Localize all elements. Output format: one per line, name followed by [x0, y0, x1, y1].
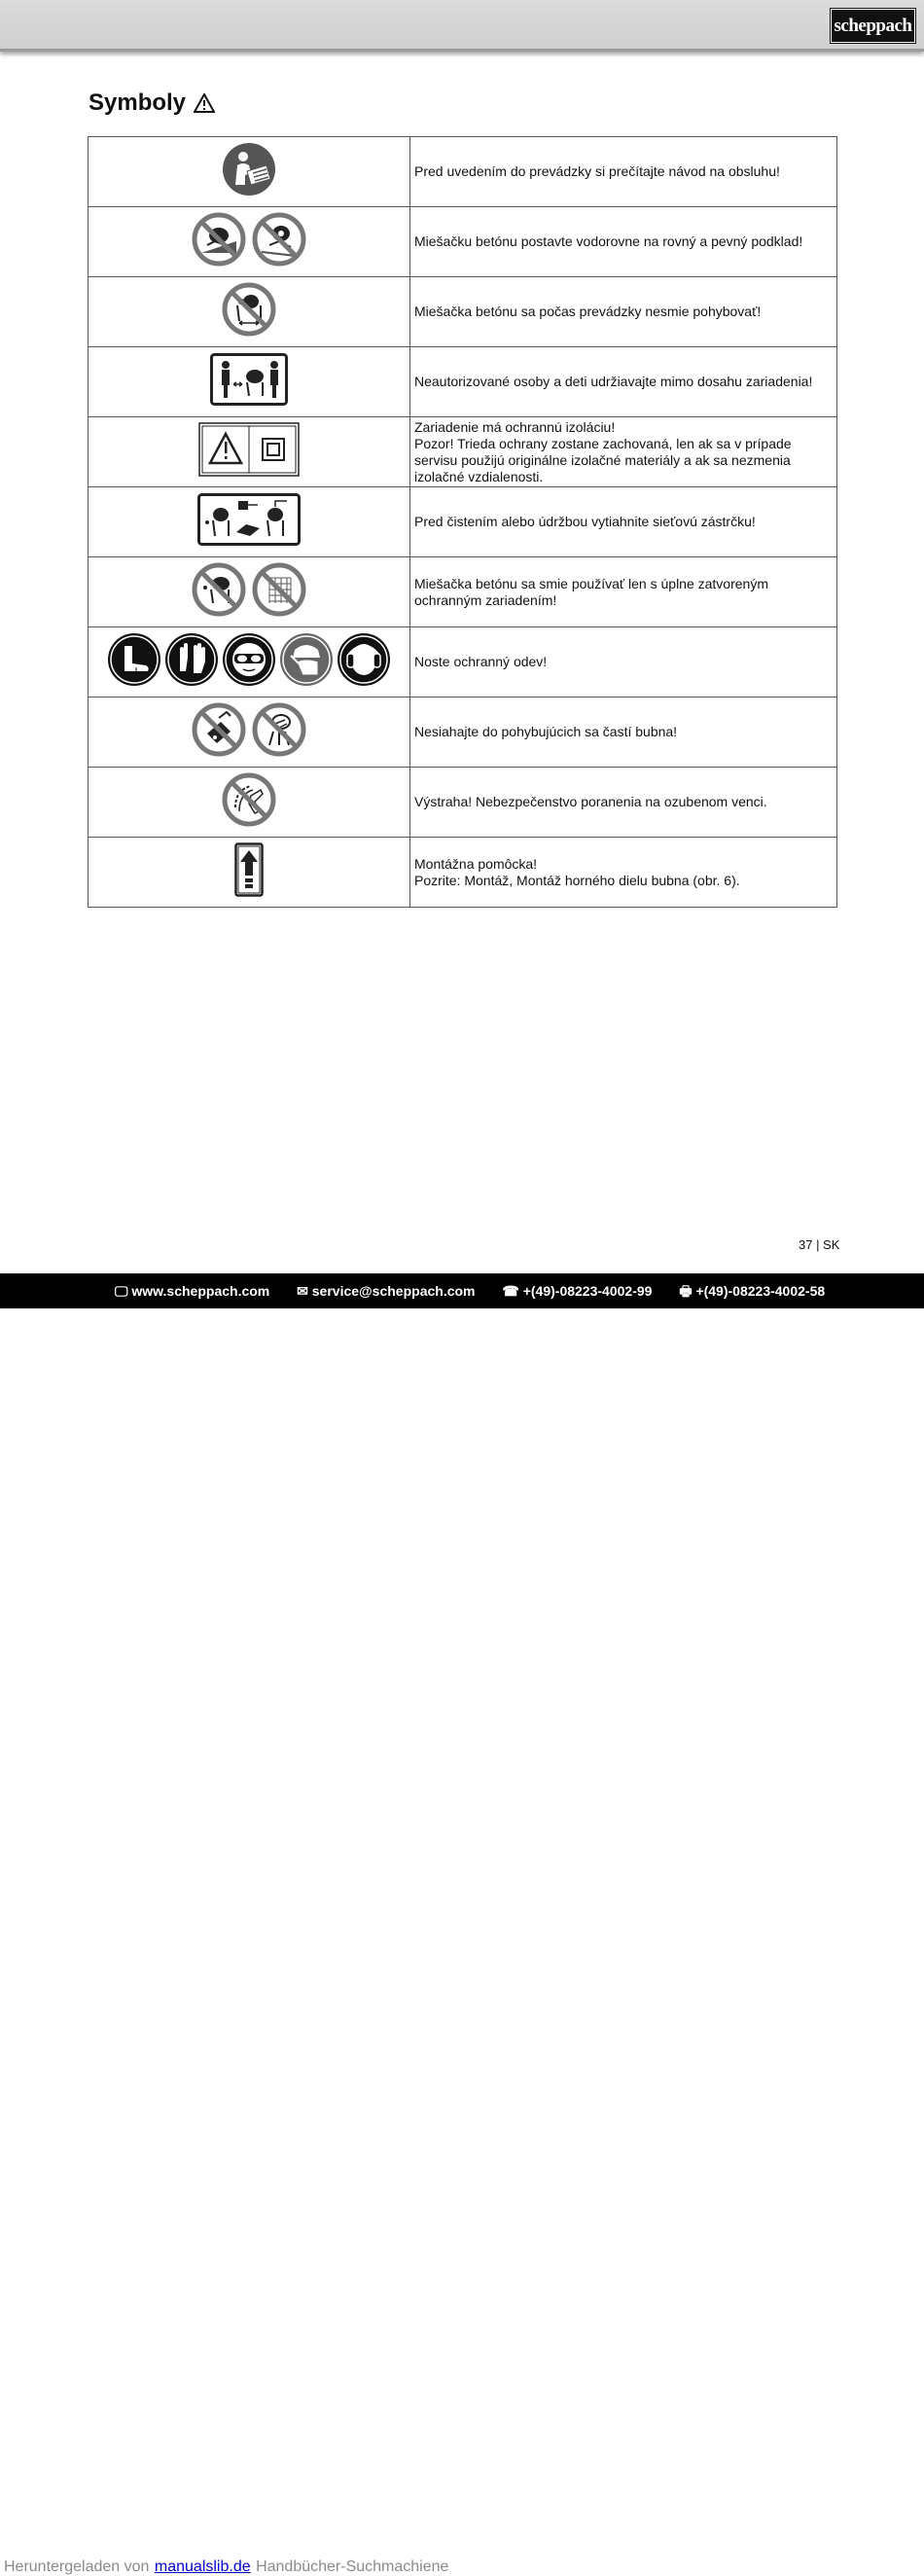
- read-manual-icon: [222, 142, 276, 197]
- manualslib-link[interactable]: manualslib.de: [154, 2558, 251, 2575]
- description-line: Miešačka betónu sa smie používať len s úplne zatvoreným ochranným zariadením!: [414, 575, 768, 608]
- symbol-cell: [89, 768, 410, 838]
- symbol-description: Pred uvedením do prevádzky si prečítajte návod na obsluhu!: [410, 137, 837, 207]
- symbol-description: Noste ochranný odev!: [410, 627, 837, 698]
- symbol-description: Výstraha! Nebezpečenstvo poranenia na ozubenom venci.: [410, 768, 837, 838]
- table-row: [89, 277, 837, 347]
- page-title-text: Symboly: [89, 89, 187, 116]
- table-row: [89, 487, 837, 557]
- symbol-cell: [89, 417, 410, 487]
- table-row: [89, 207, 837, 277]
- no-tilted-mixer-icon: [252, 212, 306, 267]
- ear-protection-icon: [337, 632, 391, 687]
- table-row: [89, 347, 837, 417]
- footer-bar: [0, 1273, 924, 2575]
- table-row: [89, 768, 837, 838]
- table-row: [89, 417, 837, 487]
- dust-mask-icon: [279, 632, 334, 687]
- no-slope-mixer-icon: [192, 212, 246, 267]
- table-row: [89, 627, 837, 698]
- table-row: [89, 838, 837, 908]
- no-reach-moving-icon: [252, 702, 306, 757]
- symbol-cell: [89, 557, 410, 627]
- symbol-cell: [89, 838, 410, 908]
- keep-distance-icon: [210, 353, 288, 406]
- goggles-icon: [222, 632, 276, 687]
- footer-phone: ☎ +(49)-08223-4002-99: [502, 1283, 653, 1299]
- page-title: [89, 89, 215, 117]
- footer-fax: 🖶 +(49)-08223-4002-58: [679, 1283, 826, 1299]
- footer-website[interactable]: 🖵 www.scheppach.com: [115, 1283, 270, 1299]
- symbol-description: [410, 557, 837, 627]
- watermark-suffix: Handbücher-Suchmachiene: [256, 2558, 449, 2575]
- safety-boots-icon: [107, 632, 161, 687]
- unplug-before-maintenance-icon: [197, 493, 301, 546]
- page-number: 37 | SK: [799, 1237, 840, 1252]
- symbol-description: Neautorizované osoby a deti udržiavajte mimo dosahu zariadenia!: [410, 347, 837, 417]
- symbols-table: [88, 136, 837, 908]
- header-bar: [0, 0, 924, 52]
- symbol-cell: [89, 627, 410, 698]
- fax-text: +(49)-08223-4002-58: [695, 1283, 826, 1299]
- gloves-icon: [164, 632, 219, 687]
- table-row: [89, 698, 837, 768]
- symbol-description: Miešačka betónu sa počas prevádzky nesmie pohybovať!: [410, 277, 837, 347]
- symbol-description: Pred čistením alebo údržbou vytiahnite sieťovú zástrčku!: [410, 487, 837, 557]
- symbol-cell: [89, 698, 410, 768]
- download-watermark: [4, 2558, 448, 2576]
- table-row: [89, 557, 837, 627]
- table-row: [89, 137, 837, 207]
- symbol-description: Miešačku betónu postavte vodorovne na rovný a pevný podklad!: [410, 207, 837, 277]
- assembly-aid-icon: [234, 842, 264, 897]
- description-line: Pozrite: Montáž, Montáž horného dielu bubna (obr. 6).: [414, 872, 740, 888]
- symbol-cell: [89, 207, 410, 277]
- email-text: service@scheppach.com: [311, 1283, 476, 1299]
- no-missing-grid-icon: [252, 562, 306, 617]
- symbol-cell: [89, 487, 410, 557]
- symbol-cell: [89, 277, 410, 347]
- protective-insulation-icon: [198, 422, 300, 477]
- gear-rim-warning-icon: [222, 772, 276, 827]
- symbol-cell: [89, 137, 410, 207]
- symbol-description: [410, 417, 837, 487]
- no-moving-mixer-icon: [222, 282, 276, 337]
- description-line: Pozor! Trieda ochrany zostane zachovaná, len ak sa v prípade servisu použijú originálne izolačné materiály a ak sa nezmenia izolačné vzdialenosti.: [414, 435, 792, 484]
- symbol-cell: [89, 347, 410, 417]
- no-reach-drum-icon: [192, 702, 246, 757]
- footer-contacts: [115, 1281, 848, 1305]
- warning-triangle-icon: [194, 93, 215, 113]
- website-text: www.scheppach.com: [131, 1283, 270, 1299]
- brand-logo: scheppach: [831, 9, 915, 43]
- watermark-prefix: Heruntergeladen von: [4, 2558, 150, 2575]
- symbol-description: Nesiahajte do pohybujúcich sa častí bubna!: [410, 698, 837, 768]
- phone-text: +(49)-08223-4002-99: [522, 1283, 653, 1299]
- footer-email[interactable]: ✉ service@scheppach.com: [297, 1283, 476, 1299]
- description-line: Zariadenie má ochrannú izoláciu!: [414, 418, 616, 435]
- description-line: Montážna pomôcka!: [414, 855, 538, 872]
- no-open-guard-icon: [192, 562, 246, 617]
- symbol-description: [410, 838, 837, 908]
